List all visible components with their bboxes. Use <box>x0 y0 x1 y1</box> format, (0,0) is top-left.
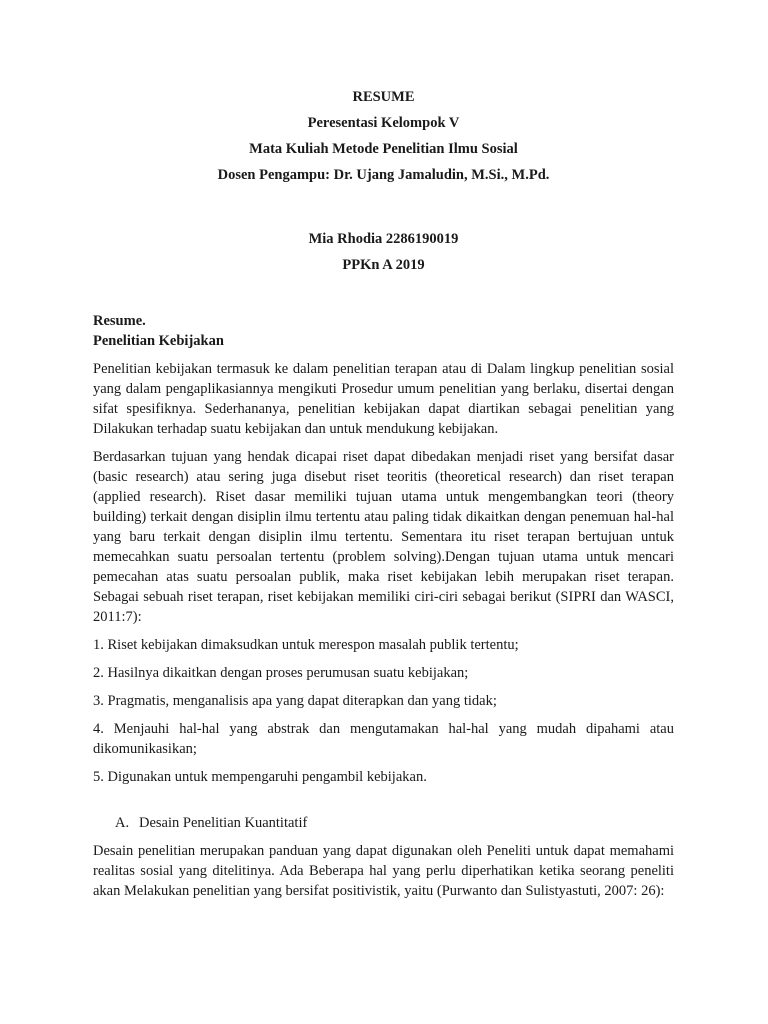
list-item-2: 2. Hasilnya dikaitkan dengan proses perumusan suatu kebijakan; <box>93 665 469 681</box>
lecturer-line: Dosen Pengampu: Dr. Ujang Jamaludin, M.Si., M.Pd. <box>217 167 550 183</box>
spacer <box>93 787 674 813</box>
resume-label: Resume. <box>93 313 146 329</box>
paragraph-3: Desain penelitian merupakan panduan yang dapat digunakan oleh Peneliti untuk dapat memahami realitas sosial yang ditelitinya. Ada Beberapa hal yang perlu diperhatikan ketika seorang peneliti akan Melakukan penelitian yang bersifat positivistik, yaitu (Purwanto dan Sulistyastuti, 2007: 26): <box>93 843 674 899</box>
list-item-4: 4. Menjauhi hal-hal yang abstrak dan mengutamakan hal-hal yang mudah dipahami atau dikomunikasikan; <box>93 721 674 757</box>
list-item-1: 1. Riset kebijakan dimaksudkan untuk merespon masalah publik tertentu; <box>93 637 519 653</box>
author-class: PPKn A 2019 <box>342 257 425 273</box>
list-item-5: 5. Digunakan untuk mempengaruhi pengambil kebijakan. <box>93 769 427 785</box>
presentation-line: Peresentasi Kelompok V <box>307 115 460 131</box>
paragraph-1: Penelitian kebijakan termasuk ke dalam penelitian terapan atau di Dalam lingkup penelitian sosial yang dalam pengaplikasiannya mengikuti Prosedur umum penelitian yang berlaku, disertai dengan sifat spesifiknya. Sederhananya, penelitian kebijakan dapat diartikan sebagai penelitian yang Dilakukan terhadap suatu kebijakan dan untuk mendukung kebijakan. <box>93 361 674 437</box>
paragraph-2: Berdasarkan tujuan yang hendak dicapai riset dapat dibedakan menjadi riset yang bersifat dasar (basic research) atau sering juga disebut riset teoritis (theoretical research) dan riset terapan (applied research). Riset dasar memiliki tujuan utama untuk mengembangkan teori (theory building) terkait dengan disiplin ilmu tertentu atau paling tidak dikaitkan dengan penemuan hal-hal yang baru terkait dengan disiplin ilmu tertentu. Sementara itu riset terapan bertujuan untuk memecahkan suatu persoalan tertentu (problem solving).Dengan tujuan utama untuk mencari pemecahan atas suatu persoalan publik, maka riset kebijakan lebih merupakan riset terapan. Sebagai sebuah riset terapan, riset kebijakan memiliki ciri-ciri sebagai berikut (SIPRI dan WASCI, 2011:7): <box>93 449 674 625</box>
author-name-nim: Mia Rhodia 2286190019 <box>308 231 459 247</box>
list-item-3: 3. Pragmatis, menganalisis apa yang dapat diterapkan dan yang tidak; <box>93 693 497 709</box>
section-a-letter: A. <box>115 815 130 831</box>
section-subtitle: Penelitian Kebijakan <box>93 333 224 349</box>
course-line: Mata Kuliah Metode Penelitian Ilmu Sosial <box>249 141 518 157</box>
section-a-heading <box>93 813 674 833</box>
document-title: RESUME <box>352 89 415 105</box>
spacer <box>93 185 674 229</box>
section-a-title: Desain Penelitian Kuantitatif <box>139 815 308 831</box>
spacer <box>93 275 674 311</box>
